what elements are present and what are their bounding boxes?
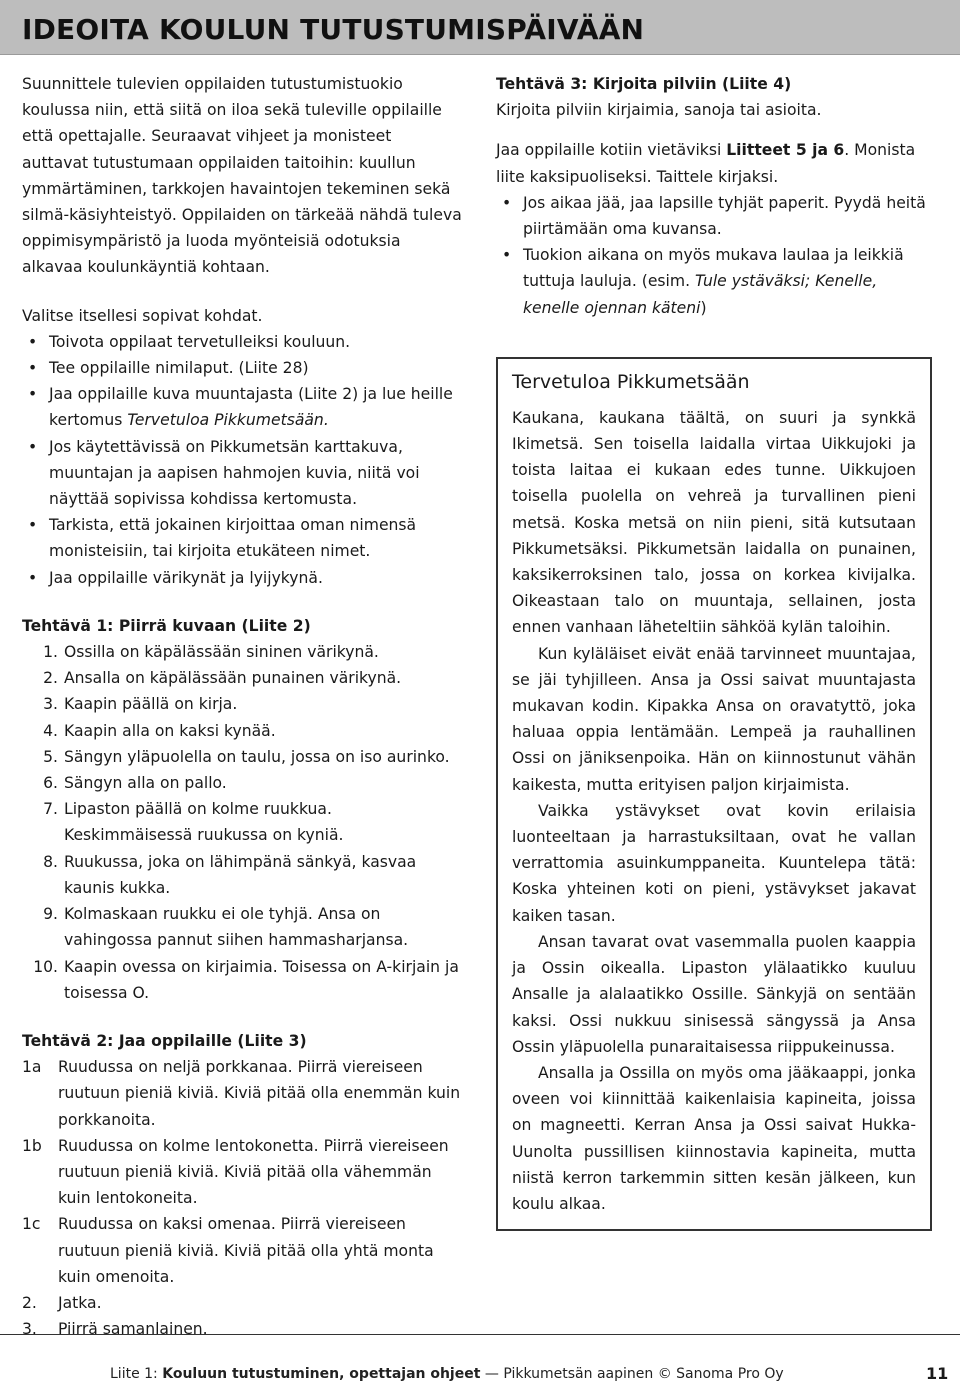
list-item xyxy=(22,1316,462,1342)
item-text: Ruudussa on kaksi omenaa. Piirrä viereiseen ruutuun pieniä kiviä. Kiviä pitää olla yhtä monta kuin omenoita. xyxy=(58,1215,434,1286)
item-number: 9. xyxy=(43,905,58,924)
footer-prefix: Liite 1: xyxy=(110,1366,158,1382)
list-item xyxy=(22,1211,462,1290)
item-text: Ruudussa on kolme lentokonetta. Piirrä viereiseen ruutuun pieniä kiviä. Kiviä pitää olla vähemmän kuin lentokoneita. xyxy=(58,1136,449,1208)
item-number: 4. xyxy=(43,721,58,740)
item-number: 10. xyxy=(33,957,58,976)
item-number: 1c xyxy=(22,1215,41,1234)
item-text: Kaapin päällä on kirja. xyxy=(64,695,238,714)
intro-paragraph xyxy=(22,71,462,281)
item-text: Lipaston päällä on kolme ruukkua. Keskimmäisessä ruukussa on kyniä. xyxy=(64,800,344,845)
list-item: • Tarkista, että jokainen kirjoittaa oman nimensä monisteisiin, tai kirjoita etukäteen nimet. xyxy=(22,512,462,564)
item-text: Ruukussa, joka on lähimpänä sänkyä, kasvaa kaunis kukka. xyxy=(64,852,417,897)
list-item: • Jaa oppilaille kuva muuntajasta (Liite 2) ja lue heille kertomus Tervetuloa Pikkumetsään. xyxy=(22,381,462,433)
task2-heading: Tehtävä 2: Jaa oppilaille (Liite 3) xyxy=(22,1031,307,1050)
item-number: 1. xyxy=(43,643,58,662)
item-text: Ruudussa on neljä porkkanaa. Piirrä viereiseen ruutuun pieniä kiviä. Kiviä pitää olla enemmän kuin porkkanoita. xyxy=(58,1058,461,1129)
list-item: • Toivota oppilaat tervetulleiksi kouluun. xyxy=(22,329,462,355)
extra-list xyxy=(496,190,932,321)
list-item: • Jos käytettävissä on Pikkumetsän karttakuva, muuntajan ja aapisen hahmojen kuvia, niitä voi näyttää sopivissa kohdissa kertomusta. xyxy=(22,434,462,513)
list-item xyxy=(22,849,462,901)
item-number: 8. xyxy=(43,852,58,871)
item-number: 7. xyxy=(43,800,58,819)
tips-list xyxy=(22,329,462,591)
story-box xyxy=(496,357,932,1231)
story-title-ref: Tervetuloa Pikkumetsään. xyxy=(127,411,329,430)
page-title: IDEOITA KOULUN TUTUSTUMISPÄIVÄÄN xyxy=(22,13,645,46)
story-paragraph: Kun kyläläiset eivät enää tarvinneet muuntajaa, se jäi tyhjilleen. Ansa ja Ossi saivat muuntajasta mukavan kodin. Kipakka Ansa on oravatyttö, joka haluaa oppia lentämään. Lempeä ja rauhallinen Ossi on jäniksenpoika. Hän on kiinnostunut vähän kaikesta, mutta erityisen paljon kirjaimista. xyxy=(512,644,916,794)
page-number: 11 xyxy=(926,1364,949,1383)
title-bar xyxy=(0,0,960,55)
story-paragraph: Ansan tavarat ovat vasemmalla puolen kaappia ja Ossin oikealla. Lipaston ylälaatikko kuuluu Ansalle ja alalaatikko Ossille. Sänkyjä on sentään kaksi. Ossi nukkuu sinisessä sängyssä ja Ansa Ossin yläpuolella punaraitaisessa riippukeinussa. xyxy=(512,932,916,1056)
home-bold: Liitteet 5 ja 6 xyxy=(726,141,845,160)
list-item xyxy=(22,796,462,848)
item-number: 2. xyxy=(22,1293,37,1312)
item-number: 3. xyxy=(22,1320,37,1339)
list-item xyxy=(22,1290,462,1316)
story-paragraph: Ansalla ja Ossilla on myös oma jääkaappi, jonka oveen voi kiinnittää kaikenlaisia kapineita, joissa on magneetti. Kerran Ansa ja Ossi saivat Hukka-Uunolta pussillisen kiinnostavia kapineita, mutta niistä kerron tarkemmin sitten kesän jälkeen, kun koulu alkaa. xyxy=(512,1063,916,1213)
list-item: • Jos aikaa jää, jaa lapsille tyhjät paperit. Pyydä heitä piirtämään oma kuvansa. xyxy=(496,190,932,242)
song-names: Tule ystäväksi; Kenelle, kenelle ojennan käteni xyxy=(523,272,878,317)
item-text: Piirrä samanlainen. xyxy=(58,1320,208,1339)
item-text: Ansalla on käpälässään punainen värikynä. xyxy=(64,669,402,688)
item-number: 2. xyxy=(43,669,58,688)
list-item xyxy=(22,954,462,1006)
list-item xyxy=(22,718,462,744)
footer-title: Kouluun tutustuminen, opettajan ohjeet xyxy=(162,1366,481,1382)
item-text: Sängyn yläpuolella on taulu, jossa on iso aurinko. xyxy=(64,747,450,766)
task1-list xyxy=(22,639,462,1006)
item-text: Kaapin ovessa on kirjaimia. Toisessa on A-kirjain ja toisessa O. xyxy=(64,957,459,1002)
list-item xyxy=(22,744,462,770)
item-number: 1b xyxy=(22,1136,42,1155)
list-item xyxy=(22,1054,462,1133)
list-item: • Tuokion aikana on myös mukava laulaa ja leikkiä tuttuja lauluja. (esim. Tule ystäväksi; Kenelle, kenelle ojennan käteni) xyxy=(496,242,932,321)
list-item xyxy=(22,1133,462,1212)
list-item: • Tee oppilaille nimilaput. (Liite 28) xyxy=(22,355,462,381)
home-text: Jaa oppilaille kotiin vietäviksi Liitteet 5 ja 6. Monista liite kaksipuoliseksi. Taittele kirjaksi. xyxy=(496,141,916,186)
left-column xyxy=(22,71,462,1342)
list-item xyxy=(22,665,462,691)
item-number: 6. xyxy=(43,774,58,793)
footer-dash: — xyxy=(484,1366,499,1382)
task2-list xyxy=(22,1054,462,1342)
footer xyxy=(110,1366,784,1382)
item-text: Kaapin alla on kaksi kynää. xyxy=(64,721,276,740)
choose-text: Valitse itsellesi sopivat kohdat. xyxy=(22,306,263,325)
intro-text-2: Oppilaiden on tärkeää nähdä tuleva oppimisympäristö ja luoda myönteisiä odotuksia alkavaa koulunkäyntiä kohtaan. xyxy=(22,206,462,277)
right-column xyxy=(496,71,932,1231)
footer-divider xyxy=(0,1334,960,1335)
list-item: • Jaa oppilaille värikynät ja lyijykynä. xyxy=(22,565,462,591)
story-title: Tervetuloa Pikkumetsään xyxy=(512,370,750,393)
list-item xyxy=(22,691,462,717)
list-item xyxy=(22,770,462,796)
list-item xyxy=(22,639,462,665)
story-paragraph: Vaikka ystävykset ovat kovin erilaisia luonteeltaan ja harrastuksiltaan, ovat he vallan verrattomia asuinkumppaneita. Kuuntelepa tätä: Koska yhteinen koti on pieni, ystävykset jakavat kaiken tasan. xyxy=(512,801,916,925)
item-text: Jatka. xyxy=(58,1293,102,1312)
task3-heading: Tehtävä 3: Kirjoita pilviin (Liite 4) xyxy=(496,75,792,93)
task3-text: Kirjoita pilviin kirjaimia, sanoja tai asioita. xyxy=(496,101,822,120)
item-text: Ossilla on käpälässään sininen värikynä. xyxy=(64,643,379,662)
story-paragraph: Kaukana, kaukana täältä, on suuri ja synkkä Ikimetsä. Sen toisella laidalla virtaa Uikkujoki ja toista laitaa ei kukaan edes tunne. Uikkujoen toisella puolella on vehreä ja turvallinen pieni metsä. Koska metsä on niin pieni, sitä kutsutaan Pikkumetsäksi. Pikkumetsän laidalla on punainen, kaksikerroksinen talo, jossa on korkea kivijalka. Oikeastaan talo on muuntaja, sellainen, josta ennen vanhaan läheteltiin sähköä kylän taloihin. xyxy=(512,408,916,637)
task1-heading: Tehtävä 1: Piirrä kuvaan (Liite 2) xyxy=(22,616,311,635)
footer-source: Pikkumetsän aapinen © Sanoma Pro Oy xyxy=(503,1366,784,1382)
item-number: 5. xyxy=(43,747,58,766)
item-text: Sängyn alla on pallo. xyxy=(64,774,227,793)
item-text: Kolmaskaan ruukku ei ole tyhjä. Ansa on vahingossa pannut siihen hammasharjansa. xyxy=(64,905,409,950)
item-number: 1a xyxy=(22,1058,42,1077)
list-item xyxy=(22,901,462,953)
item-number: 3. xyxy=(43,695,58,714)
intro-text-1: Suunnittele tulevien oppilaiden tutustumistuokio koulussa niin, että siitä on iloa sekä tuleville oppilaille että opettajalle. Seuraavat vihjeet ja monisteet auttavat tutustumaan oppilaiden taitoihin: kuullun ymmärtäminen, tarkkojen havaintojen tekeminen sekä silmä-käsiyhteistyö. xyxy=(22,75,451,225)
